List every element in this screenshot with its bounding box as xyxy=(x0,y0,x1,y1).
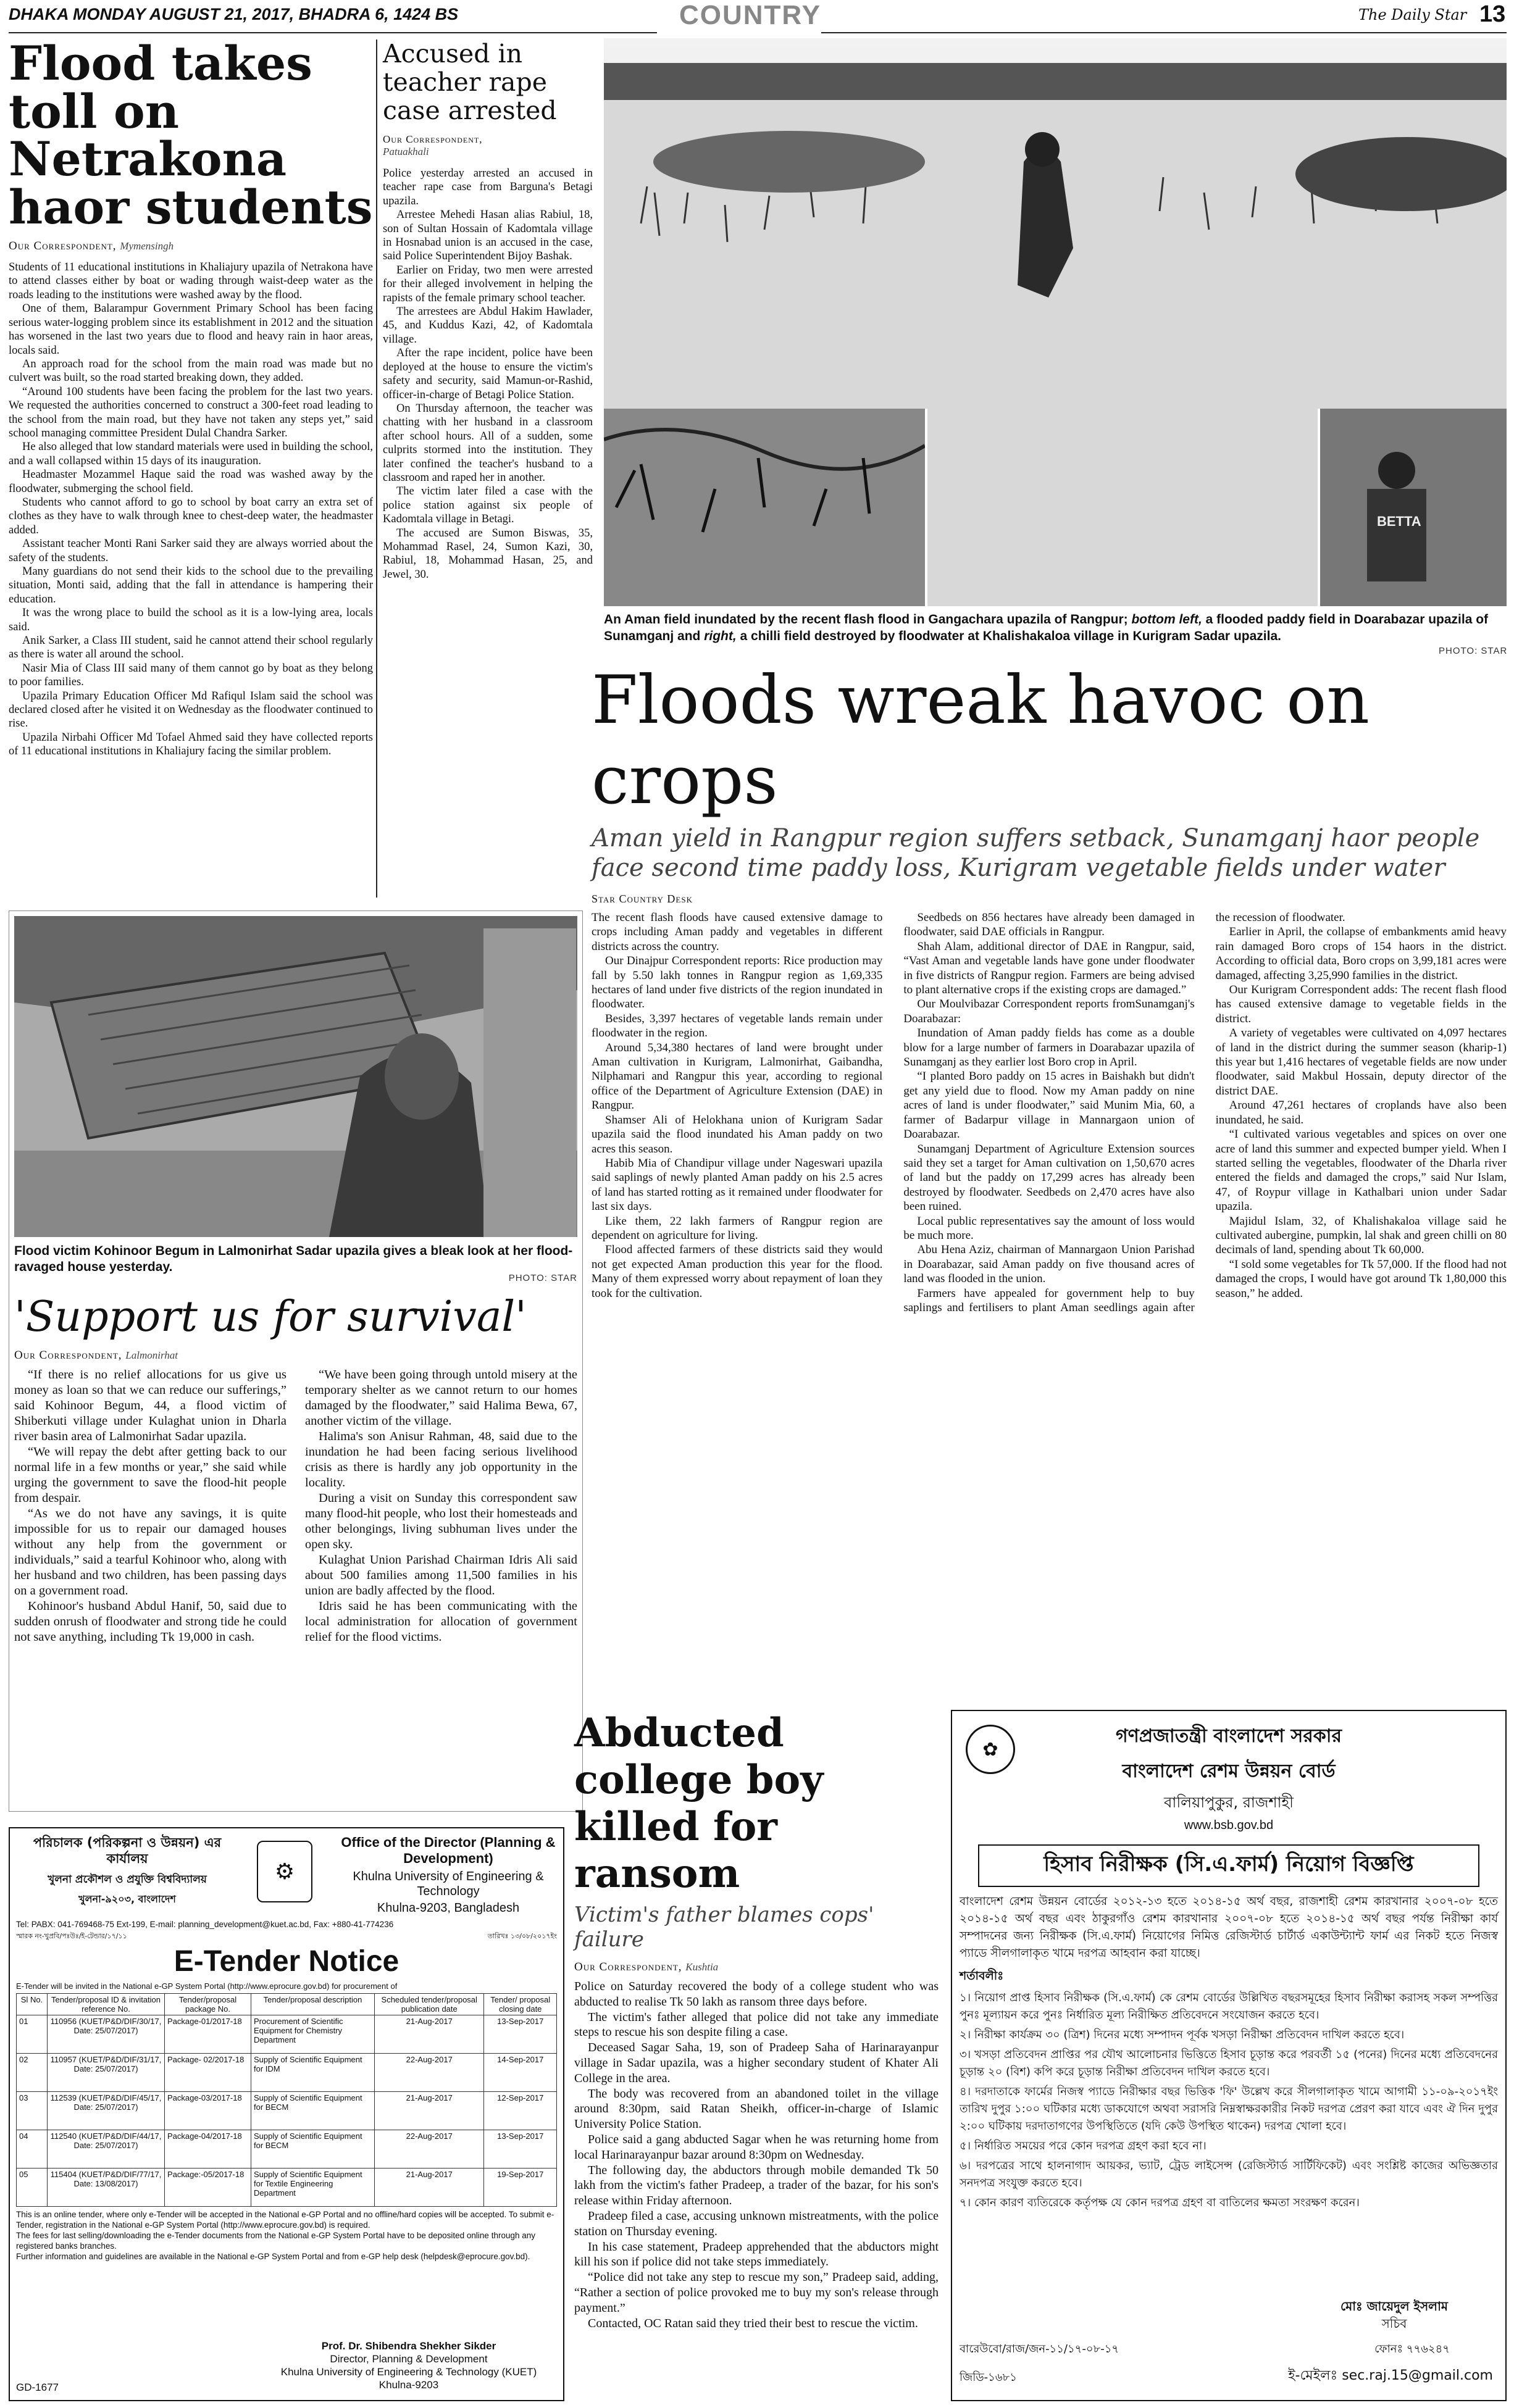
table-cell: 21-Aug-2017 xyxy=(375,2015,484,2054)
paragraph: Arrestee Mehedi Hasan alias Rabiul, 18, son of Sultan Hossain of Kadomtala village in Hosnabad union is an accused in the case, said Police Superintendent Bijoy Bashak. xyxy=(383,209,593,263)
table-cell: 02 xyxy=(17,2054,48,2092)
table-cell: 12-Sep-2017 xyxy=(484,2092,557,2130)
story2-body xyxy=(383,167,593,581)
story2-headline: Accused in teacher rape case arrested xyxy=(383,39,557,125)
paragraph: Police said a gang abducted Sagar when he was returning home from local Harinarayanpur bazar around 8:30pm on Wednesday. xyxy=(574,2132,939,2162)
silk-term: ৩। খসড়া প্রতিবেদন প্রাপ্তির পর যৌথ আলোচনার ভিত্তিতে হিসাব চূড়ান্ত করে পরবর্তী ১৫ (পনের) দিনের মধ্যে প্রতিবেদনের চূড়ান্ত ২০ (বিশ) কপি করে চূড়ান্ত নিরীক্ষা প্রতিবেদন দাখিল করতে হবে। xyxy=(960,2048,1498,2078)
paragraph: Halima's son Anisur Rahman, 48, said due to the inundation he had been facing serious livelihood crisis as there is hardly any job opportunity in the locality. xyxy=(305,1430,577,1489)
paragraph: Shamser Ali of Helokhana union of Kurigram Sadar upazila said the flood inundated his Aman paddy on two acres this season. xyxy=(592,1113,883,1156)
story1-byline xyxy=(9,240,373,253)
kuet-note: Further information and guidelines are available in the National e-GP System Portal and from e-GP help desk (helpdesk@eprocure.gov.bd). xyxy=(16,2252,530,2261)
table-cell: 01 xyxy=(17,2015,48,2054)
story5-byline-text: Our Correspondent, xyxy=(574,1960,682,1973)
story-netrakona xyxy=(9,36,373,759)
silk-gov: গণপ্রজাতন্ত্রী বাংলাদেশ সরকার xyxy=(1116,1725,1342,1747)
masthead-logo: The Daily Star xyxy=(1358,6,1467,23)
column-header: Scheduled tender/proposal publication date xyxy=(375,1994,484,2015)
table-cell: 04 xyxy=(17,2130,48,2168)
paragraph: Like them, 22 lakh farmers of Rangpur region are dependent on agriculture for living. xyxy=(592,1214,883,1242)
table-cell: Package:-05/2017-18 xyxy=(165,2168,251,2207)
kuet-note: This is an online tender, where only e-Tender will be accepted in the National e-GP Portal and no offline/hard copies will be accepted. To submit e-Tender, registration in the National e-GP System Portal (http://www.eprocure.gov.bd) is required. xyxy=(16,2210,554,2230)
silk-title: হিসাব নিরীক্ষক (সি.এ.ফার্ম) নিয়োগ বিজ্ঞপ্তি xyxy=(978,1844,1479,1887)
story4-location: Lalmonirhat xyxy=(125,1349,178,1361)
kuet-memo: স্মারক নং-খুপ্রবি/পঃউঃ/ই-টেন্ডার/১৭/১১ xyxy=(16,1932,127,1940)
story3-subhead: Aman yield in Rangpur region suffers setback, Sunamganj haor people face second time paddy loss, Kurigram vegetable fields under water xyxy=(592,824,1480,882)
table-cell: 112539 (KUET/P&D/DIF/45/17, Date: 25/07/2017) xyxy=(48,2092,165,2130)
table-cell: Supply of Scientific Equipment for BECM xyxy=(251,2130,375,2168)
table-cell: 22-Aug-2017 xyxy=(375,2130,484,2168)
story5-byline xyxy=(574,1960,939,1974)
kuet-sign-city: Khulna-9203 xyxy=(378,2379,439,2391)
story4-headline: 'Support us for survival' xyxy=(14,1293,527,1341)
table-cell: 110956 (KUET/P&D/DIF/30/17, Date: 25/07/2017) xyxy=(48,2015,165,2054)
story5-headline: Abducted college boy killed for ransom xyxy=(574,1710,824,1897)
story4-byline xyxy=(14,1349,577,1362)
paragraph: “Police did not take any step to rescue my son,” Pradeep said, adding, “Rather a section of police provoked me to buy my son's release through payment.” xyxy=(574,2270,939,2315)
kuet-univ-bn: খুলনা প্রকৌশল ও প্রযুক্তি বিশ্ববিদ্যালয় xyxy=(48,1873,207,1886)
table-cell: 21-Aug-2017 xyxy=(375,2092,484,2130)
kuet-date: তারিখঃ ১৩/০৮/২০১৭ইং xyxy=(487,1932,557,1940)
caption-mid: a flooded paddy field in Doarabazar upazila of Sunamganj and xyxy=(604,612,1489,643)
paragraph: Sunamganj Department of Agriculture Extension sources said they set a target for Aman cultivation on 1,50,670 acres of land but the paddy on 17,299 acres has already been destroyed by floodwater. Seedbeds on 2,470 acres have also been ruined. xyxy=(903,1142,1195,1214)
paragraph: Abu Hena Aziz, chairman of Mannargaon Union Parishad in Doarabazar, said Aman paddy on five thousand acres of land was flooded in the union. xyxy=(903,1243,1195,1286)
table-row xyxy=(17,2130,557,2168)
paragraph: Headmaster Mozammel Haque said the road was washed away by the floodwater, submerging the school field. xyxy=(9,469,373,495)
column-header: Tender/proposal package No. xyxy=(165,1994,251,2015)
table-cell: Supply of Scientific Equipment for IDM xyxy=(251,2054,375,2092)
story2-byline xyxy=(383,133,593,158)
page-header xyxy=(0,0,1514,32)
story-abducted-boy xyxy=(574,1710,939,2331)
silk-web: www.bsb.gov.bd xyxy=(1184,1818,1274,1832)
man-in-chilli-field xyxy=(1367,489,1426,581)
column-header: Tender/ proposal closing date xyxy=(484,1994,557,2015)
kuet-office-bn: পরিচালক (পরিকল্পনা ও উন্নয়ন) এর কার্যালয় xyxy=(33,1835,222,1866)
silk-term: ৪। দরদাতাকে ফার্মের নিজস্ব প্যাডে নিরীক্ষার বছর ভিত্তিক 'ফি' উল্লেখ করে সীলগালাকৃত খামে আগামী ১১-০৯-২০১৭ইং তারিখ দুপুর ১:০০ ঘটিকার মধ্যে ডাকযোগে অথবা সরাসরি নিম্নস্বাক্ষরকারীর নিকট দরপত্র প্রেরণ করা যাবে এবং ঐ দিন দুপুর ২:০০ ঘটিকায় দরদাতাগণের উপস্থিতিতে (যদি কেউ উপস্থিত থাকেন) দরপত্র খোলা হবে। xyxy=(960,2085,1498,2133)
paragraph: He also alleged that low standard materials were used in building the school, and a wall collapsed within 15 days of its inauguration. xyxy=(9,441,373,467)
paragraph: Kohinoor's husband Abdul Hanif, 50, said due to sudden onrush of floodwater and strong tide he could not save anything, including Tk 19,000 in cash. xyxy=(14,1599,286,1644)
paragraph: Contacted, OC Ratan said they tried their best to rescue the victim. xyxy=(588,2316,918,2330)
silk-header xyxy=(960,1721,1498,1844)
kuet-title: E-Tender Notice xyxy=(174,1945,399,1978)
photo-kohinoor xyxy=(14,916,577,1237)
table-cell: 05 xyxy=(17,2168,48,2207)
kohinoor-photo-credit: PHOTO: STAR xyxy=(508,1273,577,1283)
story1-headline: Flood takes toll on Netrakona haor students xyxy=(9,36,373,235)
table-cell: Package- 02/2017-18 xyxy=(165,2054,251,2092)
paragraph: Our Dinajpur Correspondent reports: Rice production may fall by 5.50 lakh tonnes in Rangpur region as 1,69,335 hectares of land under five districts of the region inundated in floodwater. xyxy=(592,954,883,1011)
section-label: COUNTRY xyxy=(679,0,821,30)
silk-email: ই-মেইলঃ sec.raj.15@gmail.com xyxy=(1288,2368,1493,2383)
kuet-tender-table xyxy=(16,1993,557,2207)
kuet-code: GD-1677 xyxy=(16,2381,59,2393)
silk-phone: ফোনঃ ৭৭৬২৪৭ xyxy=(1374,2343,1450,2356)
paragraph: Farmers have appealed for government help to buy saplings and fertilisers to plant Aman seedlings again after the recession of floodwater. xyxy=(903,911,1345,1314)
table-cell: Procurement of Scientific Equipment for Chemistry Department xyxy=(251,2015,375,2054)
paragraph: The body was recovered from an abandoned toilet in the village around 8:30pm, said Ratan Sheikh, officer-in-charge of Islamic University Police Station. xyxy=(574,2086,939,2131)
kuet-sign-name: Prof. Dr. Shibendra Shekher Sikder xyxy=(321,2340,496,2352)
silk-ref: বারেউবো/রাজ/জন-১১/১৭-০৮-১৭ xyxy=(960,2343,1119,2356)
silk-sign-name: মোঃ জায়েদুল ইসলাম xyxy=(1340,2299,1448,2314)
kuet-city-bn: খুলনা-৯২০৩, বাংলাদেশ xyxy=(78,1893,176,1905)
paragraph: Around 5,34,380 hectares of land were brought under Aman cultivation in Kurigram, Lalmonirhat, Gaibandha, Nilphamari and Rangpur this year, according to regional office of the Department of Agriculture Extension (DAE) in Rangpur. xyxy=(592,1041,883,1112)
caption-lead: An Aman field inundated by the recent flash flood in Gangachara upazila of Rangpur; xyxy=(604,612,1128,627)
paragraph: In his case statement, Pradeep apprehended that the abductors might kill his son if police did not take steps immediately. xyxy=(574,2239,939,2269)
table-cell: 03 xyxy=(17,2092,48,2130)
paragraph: Flood affected farmers of these districts said they would not get expected Aman production this year for the flood. Many of them expressed worry about repayment of loan they took for the cultivation. xyxy=(592,1243,883,1300)
paragraph: It was the wrong place to build the school as it is a low-lying area, locals said. xyxy=(9,607,373,633)
paragraph: Students who cannot afford to go to school by boat carry an extra set of clothes as they have to walk through knee to chest-deep water, the headmaster added. xyxy=(9,496,373,536)
table-cell: Supply of Scientific Equipment for Textile Engineering Department xyxy=(251,2168,375,2207)
paragraph: The arrestees are Abdul Hakim Hawlader, 45, and Kuddus Kazi, 42, of Kadomtala village. xyxy=(383,306,593,346)
paragraph: Habib Mia of Chandipur village under Nageswari upazila said saplings of newly planted Aman paddy on his 2.5 acres of land has started rotting as it remained under floodwater for last six days. xyxy=(592,1156,883,1214)
kuet-office-en: Office of the Director (Planning & Development) xyxy=(341,1835,556,1866)
paragraph: The accused are Sumon Biswas, 35, Mohammad Rasel, 24, Sumon Kazi, 30, Rabiul, 18, Mohammad Hasan, 25, and Jewel, 30. xyxy=(383,527,593,581)
paragraph: Nasir Mia of Class III said many of them cannot go by boat as they belong to poor families. xyxy=(9,662,373,689)
caption-bottom-left: bottom left, xyxy=(1131,612,1202,627)
story3-byline: Star Country Desk xyxy=(592,893,693,905)
column-header: Sl No. xyxy=(17,1994,48,2015)
table-cell: 13-Sep-2017 xyxy=(484,2015,557,2054)
paragraph: One of them, Balarampur Government Primary School has been facing serious water-logging problem since its establishment in 2012 and the situation has worsened in the last two years due to flood and heavy rain in haor areas, locals said. xyxy=(9,302,373,357)
paragraph: “Around 100 students have been facing the problem for the last two years. We requested the authorities concerned to construct a 300-feet road leading to the school from the main road, but they have not taken any steps yet,” said school managing committee President Dulal Chandra Sarker. xyxy=(9,385,373,440)
kuet-contact: Tel: PABX: 041-769468-75 Ext-199, E-mail: planning_development@kuet.ac.bd, Fax: +880-41-774236 xyxy=(16,1920,394,1929)
table-cell: 14-Sep-2017 xyxy=(484,2054,557,2092)
paragraph: “If there is no relief allocations for us give us money as loan so that we can reduce our sufferings,” said Kohinoor Begum, 44, a flood victim of Shiberkuti village under Kulaghat union in Dharla river basin area of Lalmonirhat Sadar upazila. xyxy=(14,1368,286,1443)
ad-silk-board xyxy=(951,1710,1507,2401)
table-cell: 112540 (KUET/P&D/DIF/44/17, Date: 25/07/2017) xyxy=(48,2130,165,2168)
paragraph: The recent flash floods have caused extensive damage to crops including Aman paddy and vegetables in different districts across the country. xyxy=(592,911,883,953)
paragraph: Students of 11 educational institutions in Khaliajury upazila of Netrakona have to attend classes either by boat or wading through waist-deep water as the roads leading to the institutions were washed away by the flood. xyxy=(9,261,373,301)
column-header: Tender/proposal ID & invitation reference No. xyxy=(48,1994,165,2015)
paragraph: Assistant teacher Monti Rani Sarker said they are always worried about the safety of the students. xyxy=(9,538,373,564)
story1-byline-text: Our Correspondent, xyxy=(9,240,117,253)
silk-terms-label: শর্তাবলীঃ xyxy=(960,1969,1004,1983)
paragraph: Shah Alam, additional director of DAE in Rangpur, said, “Vast Aman and vegetable lands have gone under floodwater in five districts of Rangpur region. Farmers are being advised to plant alternative crops if the existing crops are damaged.” xyxy=(903,939,1195,997)
table-cell: Package-03/2017-18 xyxy=(165,2092,251,2130)
kuet-signature xyxy=(267,2339,551,2391)
kuet-univ-en: Khulna University of Engineering & Technology xyxy=(353,1870,544,1898)
story1-location: Mymensingh xyxy=(120,240,174,252)
column-rule xyxy=(376,40,377,898)
paragraph: A variety of vegetables were cultivated on 4,097 hectares of land in the district during the summer season (kharip-1) this year but 1,416 hectares of vegetable fields are now under floodwater, said Makbul Hossain, deputy director of the district DAE. xyxy=(1215,1027,1507,1098)
silk-term: ২। নিরীক্ষা কার্যক্রম ৩০ (ত্রিশ) দিনের মধ্যে সম্পাদন পূর্বক খসড়া নিরীক্ষা প্রতিবেদন দাখিল করতে হবে। xyxy=(960,2028,1405,2041)
kuet-logo: ⚙ xyxy=(257,1841,312,1902)
paragraph: “We will repay the debt after getting back to our normal life in a few months or year,” she said while urging the government to save the flood-hit people from despair. xyxy=(14,1445,286,1505)
story2-byline-text: Our Correspondent, xyxy=(383,133,483,145)
field-photo-graphic xyxy=(604,38,1507,606)
silk-code: জিডি-১৬৮১ xyxy=(960,2371,1017,2384)
kohinoor-caption: Flood victim Kohinoor Begum in Lalmonirhat Sadar upazila gives a bleak look at her flood-ravaged house yesterday. xyxy=(14,1244,573,1274)
silk-sign-title: সচিব xyxy=(1381,2316,1407,2331)
page-number: 13 xyxy=(1479,1,1506,27)
photo-inundated-field xyxy=(604,38,1507,606)
silk-term: ৭। কোন কারণ ব্যতিরেকে কর্তৃপক্ষ যে কোন দরপত্র গ্রহণ বা বাতিলের ক্ষমতা সংরক্ষণ করেন। xyxy=(960,2196,1360,2209)
table-cell: 19-Sep-2017 xyxy=(484,2168,557,2207)
paragraph: Police on Saturday recovered the body of a college student who was abducted to realise Tk 50 lakh as ransom three days before. xyxy=(574,1980,939,2009)
kuet-note: The fees for last selling/downloading the e-Tender documents from the National e-GP System Portal have to be deposited online through any registered banks branches. xyxy=(16,2231,535,2251)
dateline: DHAKA MONDAY AUGUST 21, 2017, BHADRA 6, 1424 BS xyxy=(9,5,459,23)
story4-body xyxy=(14,1367,577,1645)
paragraph: Many guardians do not send their kids to the school due to the prevailing situation, Monti said, adding that the fall in attendance is hampering their education. xyxy=(9,565,373,606)
paragraph: Earlier on Friday, two men were arrested for their alleged involvement in helping the rapists of the female primary school teacher. xyxy=(383,264,593,304)
kuet-intro: E-Tender will be invited in the National e-GP System Portal (http://www.eprocure.gov.bd) for procurement of xyxy=(16,1981,398,1991)
shirt-text: BETTA xyxy=(1377,514,1421,529)
caption-end: a chilli field destroyed by floodwater at Khalishakaloa village in Kurigram Sadar upazila. xyxy=(740,629,1281,643)
paragraph: Police yesterday arrested an accused in teacher rape case from Barguna's Betagi upazila. xyxy=(383,167,593,207)
table-cell: Package-04/2017-18 xyxy=(165,2130,251,2168)
crops-photo-credit: PHOTO: STAR xyxy=(1439,646,1508,656)
paragraph: An approach road for the school from the main road was made but no culvert was built, so the road started breaking down, they added. xyxy=(9,357,373,385)
header-rule-left xyxy=(9,32,657,33)
paragraph: During a visit on Sunday this correspondent saw many flood-hit people, who lost their homesteads and other belongings, living subhuman lives under the open sky. xyxy=(305,1491,577,1551)
header-rule-right xyxy=(821,32,1507,33)
story3-headline: Floods wreak havoc on crops xyxy=(592,662,1370,819)
story5-location: Kushtia xyxy=(685,1961,719,1973)
paragraph: Kulaghat Union Parishad Chairman Idris Ali said about 500 families among 11,500 families in his union are badly affected by the flood. xyxy=(305,1553,577,1598)
paragraph: Our Moulvibazar Correspondent reports fromSunamganj's Doarabazar: xyxy=(903,998,1195,1025)
story5-subhead: Victim's father blames cops' failure xyxy=(574,1902,874,1952)
table-cell: Supply of Scientific Equipment for BECM xyxy=(251,2092,375,2130)
paragraph: “I sold some vegetables for Tk 57,000. If the flood had not damaged the crops, I would have got around Tk 1,80,000 this season,” he added. xyxy=(1215,1257,1507,1300)
paragraph: Inundation of Aman paddy fields has come as a double blow for a large number of farmers in Doarabazar upazila of Sunamganj as they earlier lost Boro crop in April. xyxy=(903,1027,1195,1069)
silk-intro: বাংলাদেশ রেশম উন্নয়ন বোর্ডের ২০১২-১৩ হতে ২০১৪-১৫ অর্থ বছর, রাজশাহী রেশম কারখানার ২০০৭-০৮ হতে ২০১৪-১৫ অর্থ বছর এবং ঠাকুরগাঁও রেশম কারখানার ২০০৭-০৮ হতে ২০১৪-১৫ অর্থ বছর পর্যন্ত নিরীক্ষা কার্য সম্পাদনের জন্য নিরীক্ষক (সি.এ.ফার্ম) নিয়োগের নিমিত্ত রেজিস্টার্ড চার্টার্ড একাউন্ট্যান্ট ফার্ম এর নিকট হতে নিজস্ব প্যাডে সীলগালাকৃত খামে দরপত্র আহবান করা যাচ্ছে। xyxy=(960,1895,1498,1960)
paragraph: Idris said he has been communicating with the local administration for allocation of government relief for the flood victims. xyxy=(305,1599,577,1644)
ad-kuet-tender xyxy=(9,1827,564,2401)
table-cell: 115404 (KUET/P&D/DIF/77/17, Date: 13/08/2017) xyxy=(48,2168,165,2207)
paragraph: Deceased Sagar Saha, 19, son of Pradeep Saha of Harinarayanpur village in Sadar upazila, was a higher secondary student of Khater Ali College in the area. xyxy=(574,2041,939,2085)
table-cell: 21-Aug-2017 xyxy=(375,2168,484,2207)
paragraph: The victim's father alleged that police did not take any immediate steps to rescue his son despite filing a case. xyxy=(574,2010,939,2039)
paragraph: The following day, the abductors through mobile demanded Tk 50 lakh from the victim's father Pradeep, a trader of the bazar, for his son's release within Friday afternoon. xyxy=(574,2163,939,2208)
paragraph: On Thursday afternoon, the teacher was chatting with her husband in a classroom after school hours. All of a sudden, some culprits stormed into the institution. They later confined the teacher's husband to a classroom and raped her in another. xyxy=(383,402,593,484)
paragraph: “We have been going through untold misery at the temporary shelter as we cannot return to our homes damaged by the floodwater,” said Halima Bewa, 67, another victim of the village. xyxy=(305,1368,577,1428)
table-row xyxy=(17,2054,557,2092)
table-cell: 110957 (KUET/P&D/DIF/31/17, Date: 25/07/2017) xyxy=(48,2054,165,2092)
caption-right: right, xyxy=(704,629,737,643)
paragraph: Anik Sarker, a Class III student, said he cannot attend their school regularly as there is water all around the school. xyxy=(9,635,373,661)
paragraph: The victim later filed a case with the police station against six people of Kadomtala village in Betagi. xyxy=(383,485,593,526)
paragraph: Upazila Primary Education Officer Md Rafiqul Islam said the school was declared closed after he visited it on Wednesday as the floodwater continued to rise. xyxy=(9,689,373,730)
story-teacher-rape xyxy=(383,40,593,581)
paragraph: “I cultivated various vegetables and spices on over one acre of land this summer and expected bumper yield. When I started selling the vegetables, floodwater of the Dharla river entered the fields and damaged the crops,” said Nur Islam, 47, of Roypur village in Kathalbari union under Sadar upazila. xyxy=(1215,1128,1507,1214)
table-cell: 22-Aug-2017 xyxy=(375,2054,484,2092)
story-floods-crops xyxy=(592,660,1507,1315)
paragraph: After the rape incident, police have been deployed at the house to ensure the victim's safety and security, said Mamun-or-Rashid, officer-in-charge of Betagi Police Station. xyxy=(383,347,593,401)
silk-address: বালিয়াপুকুর, রাজশাহী xyxy=(1164,1794,1294,1811)
kuet-city-en: Khulna-9203, Bangladesh xyxy=(377,1901,520,1915)
story2-location: Patuakhali xyxy=(383,146,429,157)
paragraph: Upazila Nirbahi Officer Md Tofael Ahmed said they have collected reports of 11 educational institutions in Khaliajury facing the similar problem. xyxy=(9,731,373,758)
kuet-header xyxy=(16,1835,557,1939)
paragraph: Besides, 3,397 hectares of vegetable lands remain under floodwater in the region. xyxy=(592,1012,883,1040)
table-cell: 13-Sep-2017 xyxy=(484,2130,557,2168)
table-cell: Package-01/2017-18 xyxy=(165,2015,251,2054)
paragraph: Local public representatives say the amount of loss would be much more. xyxy=(903,1214,1195,1242)
story-support-survival xyxy=(9,910,583,1812)
kuet-sign-title: Director, Planning & Development xyxy=(330,2353,488,2365)
story5-body xyxy=(574,1979,939,2331)
silk-term: ৬। দরপত্রের সাথে হালনাগাদ আয়কর, ভ্যাট, ট্রেড লাইসেন্স (রেজিস্টার্ড সার্টিফিকেট) এবং সংশ্লিষ্ট কাজের অভিজ্ঞতার সনদপত্র সংযুক্ত করতে হবে। xyxy=(960,2159,1498,2189)
paragraph: Around 47,261 hectares of croplands have also been inundated, he said. xyxy=(1215,1099,1507,1127)
kohinoor-photo-graphic xyxy=(14,916,577,1237)
silk-terms xyxy=(960,1989,1498,2212)
story3-body xyxy=(592,910,1507,1315)
table-row xyxy=(17,2168,557,2207)
silk-signature xyxy=(1302,2298,1487,2332)
crops-photo-caption xyxy=(604,611,1507,644)
table-row xyxy=(17,2015,557,2054)
table-row xyxy=(17,2092,557,2130)
kuet-notes xyxy=(16,2209,557,2262)
story1-body xyxy=(9,260,373,759)
paragraph: Earlier in April, the collapse of embankments amid heavy rain damaged Boro crops of 154 haors in the district. According to official data, Boro crops on 3,99,181 acres were damaged, affecting 3,25,990 families in the district. xyxy=(1215,925,1507,982)
kuet-sign-org: Khulna University of Engineering & Technology (KUET) xyxy=(280,2366,537,2378)
paragraph: Pradeep filed a case, accusing unknown mistreatments, with the police station on Thursday evening. xyxy=(574,2209,939,2238)
table-header-row xyxy=(17,1994,557,2015)
paragraph: “As we do not have any savings, it is quite impossible for us to repair our damaged houses without any help from the government or individuals,” said a tearful Kohinoor who, along with her husband and two children, has been passing days on a government road. xyxy=(14,1507,286,1598)
paragraph: Seedbeds on 856 hectares have already been damaged in floodwater, said DAE officials in Rangpur. xyxy=(903,911,1195,939)
story4-byline-text: Our Correspondent, xyxy=(14,1349,122,1362)
silk-term: ১। নিয়োগ প্রাপ্ত হিসাব নিরীক্ষক (সি.এ.ফার্ম) কে রেশম বোর্ডের উল্লিখিত বছরসমূহের হিসাব নিরীক্ষা করাসহ সকল সম্পত্তির পুনঃ মূল্যায়ন করে পুনঃ নির্ধারিত মূল্য নিরীক্ষিত প্রতিবেদনে সংযোজন করতে হবে। xyxy=(960,1991,1498,2022)
column-header: Tender/proposal description xyxy=(251,1994,375,2015)
paragraph: “I planted Boro paddy on 15 acres in Baishakh but didn't get any yield due to flood. Now my Aman paddy on nine acres of land is under floodwater,” said Munim Mia, 60, a farmer of Badarpur village in Mannargaon union of Doarabazar. xyxy=(903,1070,1195,1141)
silk-logo: ✿ xyxy=(966,1725,1015,1774)
paragraph: Majidul Islam, 32, of Khalishakaloa village said he cultivated aubergine, pumpkin, lal shak and green chilli on 80 decimals of land, spending about Tk 60,000. xyxy=(1215,1214,1507,1257)
silk-term: ৫। নির্ধারিত সময়ের পরে কোন দরপত্র গ্রহণ করা হবে না। xyxy=(960,2139,1207,2152)
paragraph: Our Kurigram Correspondent adds: The recent flash flood has caused extensive damage to vegetable fields in the district. xyxy=(1215,983,1507,1025)
silk-board-name: বাংলাদেশ রেশম উন্নয়ন বোর্ড xyxy=(1122,1760,1336,1782)
